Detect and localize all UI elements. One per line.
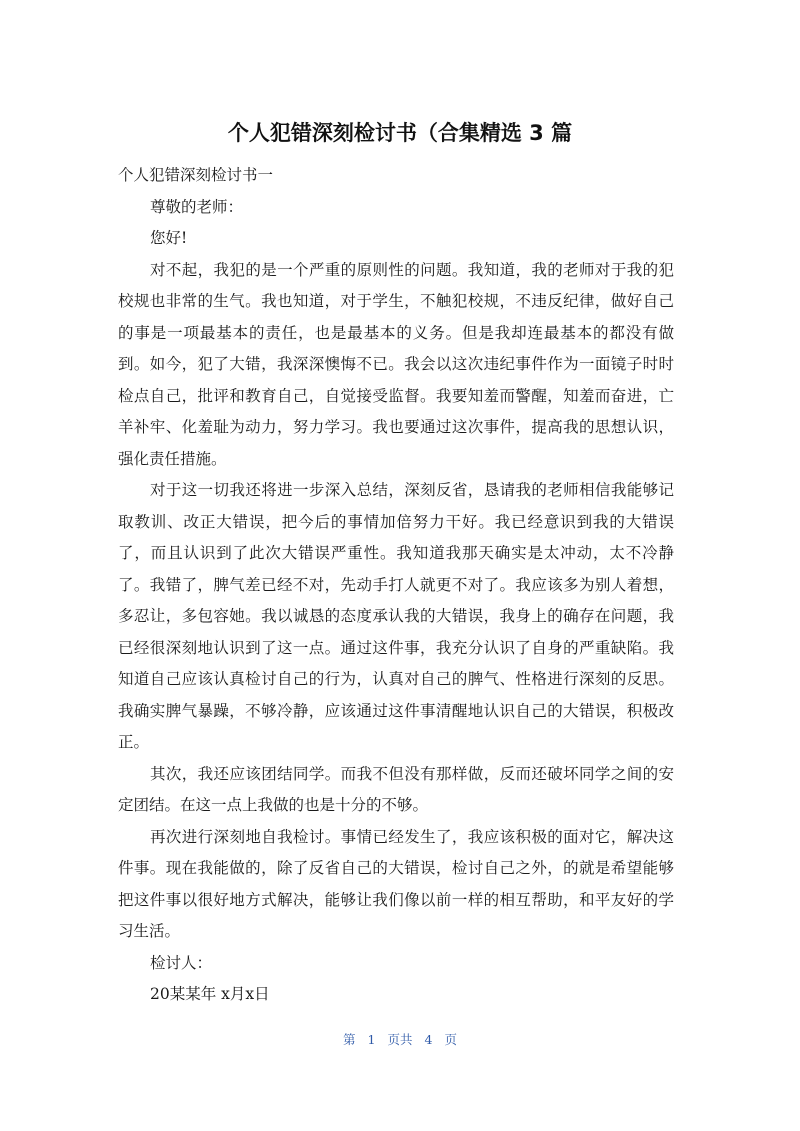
document-body (118, 160, 674, 1011)
footer-ye: 页 (444, 1032, 457, 1047)
footer-ye-gong: 页共 (387, 1032, 413, 1047)
paragraph-2: 对于这一切我还将进一步深入总结，深刻反省，恳请我的老师相信我能够记取教训、改正大错误，把今后的事情加倍努力干好。我已经意识到我的大错误了，而且认识到了此次大错误严重性。我知道我那天确实是太冲动，太不冷静了。我错了，脾气差已经不对，先动手打人就更不对了。我应该多为别人着想，多忍让，多包容她。我以诚恳的态度承认我的大错误，我身上的确存在问题，我已经很深刻地认识到了这一点。通过这件事，我充分认识了自身的严重缺陷。我知道自己应该认真检讨自己的行为，认真对自己的脾气、性格进行深刻的反思。我确实脾气暴躁，不够冷静，应该通过这件事清醒地认识自己的大错误，积极改正。 (118, 481, 674, 751)
salutation: 尊敬的老师： (150, 197, 244, 216)
greeting: 您好! (150, 229, 188, 247)
footer-page-current: 1 (367, 1032, 376, 1047)
date-line: 20某某年 x月x日 (150, 985, 270, 1003)
signer-line: 检讨人： (150, 953, 213, 972)
paragraph-4: 再次进行深刻地自我检讨。事情已经发生了，我应该积极的面对它，解决这件事。现在我能做的，除了反省自己的大错误，检讨自己之外，的就是希望能够把这件事以很好地方式解决，能够让我们像以前一样的相互帮助，和平友好的学习生活。 (118, 827, 674, 940)
paragraph-3: 其次，我还应该团结同学。而我不但没有那样做，反而还破坏同学之间的安定团结。在这一点上我做的也是十分的不够。 (118, 764, 674, 814)
footer-page-total: 4 (424, 1032, 433, 1047)
paragraph-1: 对不起，我犯的是一个严重的原则性的问题。我知道，我的老师对于我的犯校规也非常的生气。我也知道，对于学生，不触犯校规，不违反纪律，做好自己的事是一项最基本的责任，也是最基本的义务。但是我却连最基本的都没有做到。如今，犯了大错，我深深懊悔不已。我会以这次违纪事件作为一面镜子时时检点自己，批评和教育自己，自觉接受监督。我要知羞而警醒，知羞而奋进，亡羊补牢、化羞耻为动力，努力学习。我也要通过这次事件，提高我的思想认识，强化责任措施。 (118, 260, 674, 468)
page-footer (0, 1031, 800, 1049)
footer-di: 第 (343, 1032, 356, 1047)
document-title: 个人犯错深刻检讨书（合集精选 3 篇 (227, 121, 573, 145)
document-subtitle: 个人犯错深刻检讨书一 (118, 166, 274, 184)
